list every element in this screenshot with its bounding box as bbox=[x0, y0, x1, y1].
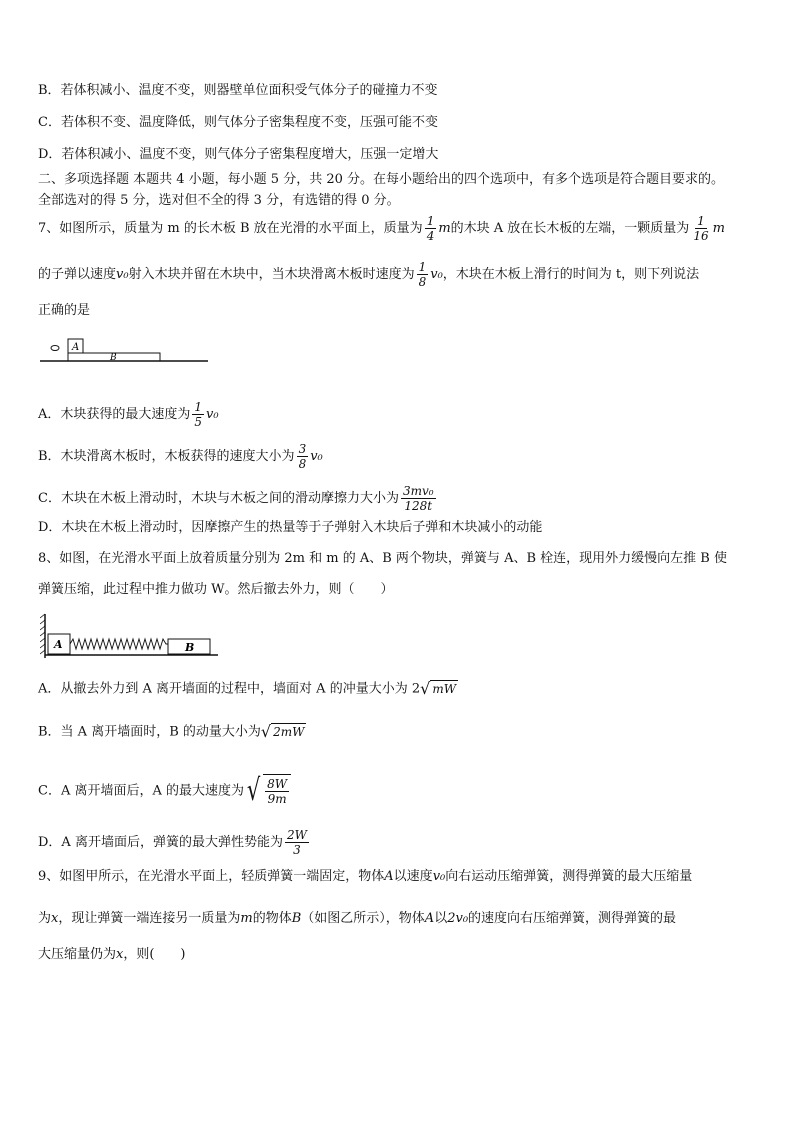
q7-line-3: 正确的是 bbox=[38, 303, 91, 318]
option-d-gas: D．若体积减小、温度不变，则气体分子密集程度增大，压强一定增大 bbox=[38, 147, 439, 162]
q7-line-2: 的子弹以速度v₀射入木块并留在木块中，当木块滑离木板时速度为 $\frac{1}{8}$ v₀，木块在木板上滑行的时间为 t，则下列说法 bbox=[38, 260, 700, 289]
fraction-sixteenth: $\frac{1}{16}$ bbox=[693, 214, 709, 243]
q7-text: 的木块 A 放在长木板的左端，一颗质量为 bbox=[450, 221, 690, 236]
label-b: B bbox=[110, 353, 117, 363]
q8-figure bbox=[40, 612, 220, 662]
q7-option-a: A．木块获得的最大速度为 $\frac{1}{5}$ v₀ bbox=[38, 400, 219, 429]
sqrt-fraction: √ $\frac{8W}{9m}$ bbox=[244, 774, 291, 808]
sqrt-mw: √ mW bbox=[420, 679, 457, 698]
q8-option-c: C．A 离开墙面后，A 的最大速度为 √ $\frac{8W}{9m}$ bbox=[38, 774, 291, 808]
q7-line-1: 7、如图所示，质量为 m 的长木板 B 放在光滑的水平面上，质量为 $\frac{1}{4}$ m的木块 A 放在长木板的左端，一颗质量为 $\frac{1}{16}$ m bbox=[38, 214, 725, 243]
section-scoring: 全部选对的得 5 分，选对但不全的得 3 分，有选错的得 0 分。 bbox=[38, 193, 400, 208]
option-b-gas: B．若体积减小、温度不变，则器壁单位面积受气体分子的碰撞力不变 bbox=[38, 83, 438, 98]
q9-line-2: 为x，现让弹簧一端连接另一质量为m的物体B（如图乙所示），物体A以2v₀的速度向右压缩弹簧，测得弹簧的最 bbox=[38, 911, 677, 926]
q7-figure bbox=[40, 336, 210, 366]
q7-option-c: C．木块在木板上滑动时，木块与木板之间的滑动摩擦力大小为 $\frac{\text{3mv₀}}{128t}$ bbox=[38, 484, 434, 513]
q7-option-d: D．木块在木板上滑动时，因摩擦产生的热量等于子弹射入木块后子弹和木块减小的动能 bbox=[38, 520, 543, 535]
label-a: A bbox=[72, 342, 80, 353]
q8-line-2: 弹簧压缩，此过程中推力做功 W。然后撤去外力，则（ ） bbox=[38, 582, 394, 597]
label-b: B bbox=[185, 641, 195, 654]
q9-line-3: 大压缩量仍为x，则( ) bbox=[38, 947, 186, 962]
q8-option-a: A．从撤去外力到 A 离开墙面的过程中，墙面对 A 的冲量大小为 2 √ mW bbox=[38, 679, 457, 698]
sqrt-2mw: √ 2mW bbox=[260, 722, 305, 741]
section-heading: 二、多项选择题 本题共 4 小题，每小题 5 分，共 20 分。在每小题给出的四个选项中，有多个选项是符合题目要求的。 bbox=[38, 172, 725, 187]
spring bbox=[70, 639, 168, 649]
label-a: A bbox=[54, 638, 63, 651]
bullet bbox=[51, 346, 59, 351]
q9-line-1: 9、如图甲所示，在光滑水平面上，轻质弹簧一端固定，物体A以速度v₀向右运动压缩弹簧，测得弹簧的最大压缩量 bbox=[38, 869, 693, 884]
q8-option-d: D．A 离开墙面后，弹簧的最大弹性势能为 $\frac{2W}{3}$ bbox=[38, 828, 307, 857]
fraction-eighth: $\frac{1}{8}$ bbox=[418, 260, 427, 289]
q8-option-b: B．当 A 离开墙面时，B 的动量大小为 √ 2mW bbox=[38, 722, 305, 741]
q7-option-b: B．木块滑离木板时，木板获得的速度大小为 $\frac{3}{8}$ v₀ bbox=[38, 442, 323, 471]
option-c-gas: C．若体积不变、温度降低，则气体分子密集程度不变，压强可能不变 bbox=[38, 115, 438, 130]
fraction-quarter: $\frac{1}{4}$ bbox=[426, 214, 435, 243]
q8-line-1: 8、如图，在光滑水平面上放着质量分别为 2m 和 m 的 A、B 两个物块，弹簧与 A、B 栓连，现用外力缓慢向左推 B 使 bbox=[38, 551, 727, 566]
q7-text: 7、如图所示，质量为 m 的长木板 B 放在光滑的水平面上，质量为 bbox=[38, 221, 423, 236]
